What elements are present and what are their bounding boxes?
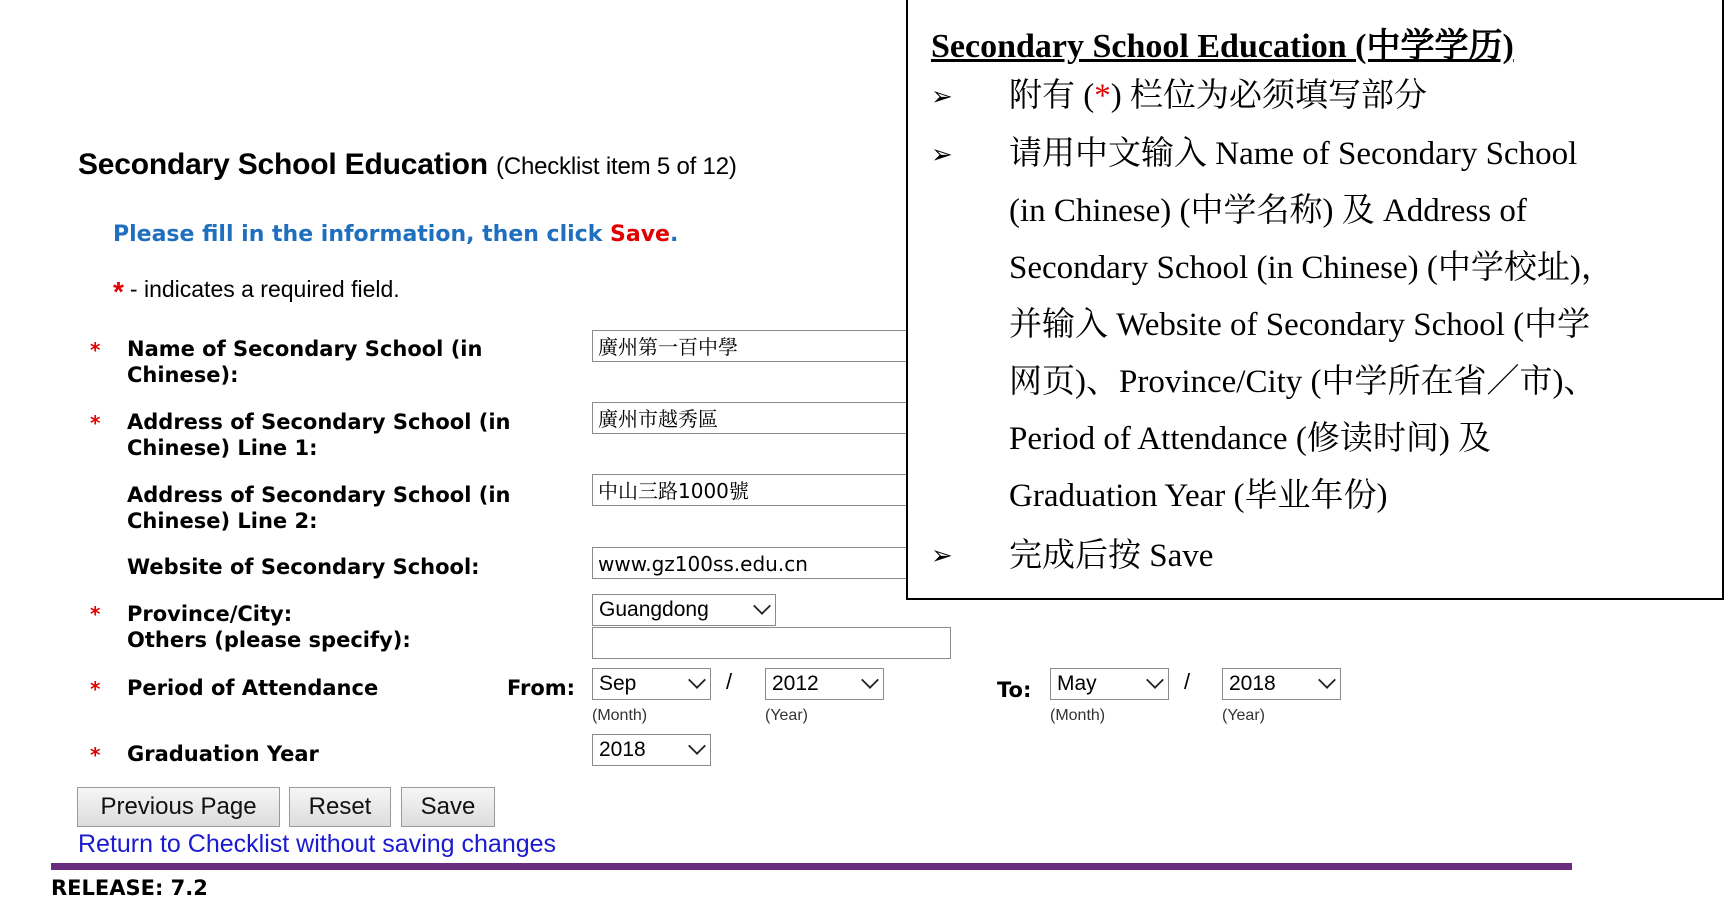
required-marker: * — [90, 602, 101, 626]
required-note-text: - indicates a required field. — [129, 276, 400, 302]
period-label: Period of Attendance — [127, 676, 379, 700]
to-year-value: 2018 — [1229, 672, 1276, 695]
to-month-hint: (Month) — [1050, 707, 1106, 724]
address1-label — [127, 409, 511, 461]
address1-label-line2: Chinese) Line 1: — [127, 436, 318, 460]
instruction-callout — [906, 0, 1724, 600]
graduation-year-value: 2018 — [599, 738, 646, 761]
callout-bullet-2 — [1009, 126, 1709, 525]
callout-bullet-3: 完成后按 Save — [1009, 538, 1214, 574]
callout-b2-line: Secondary School (in Chinese) (中学校址)， — [1009, 250, 1614, 286]
to-month-select[interactable] — [1050, 668, 1169, 700]
callout-b2-line: 请用中文输入 Name of Secondary School — [1009, 136, 1578, 172]
chevron-down-icon — [861, 671, 879, 689]
from-year-value: 2012 — [772, 672, 819, 695]
from-year-select[interactable] — [765, 668, 884, 700]
website-input[interactable]: www.gz100ss.edu.cn — [592, 547, 912, 579]
reset-button[interactable]: Reset — [289, 787, 391, 827]
callout-b2-line: (in Chinese) (中学名称) 及 Address of — [1009, 193, 1527, 229]
others-label: Others (please specify): — [127, 628, 411, 652]
instruction-text — [113, 222, 678, 247]
required-note — [113, 276, 400, 308]
address1-label-line1: Address of Secondary School (in — [127, 410, 511, 434]
date-separator: / — [1184, 669, 1191, 694]
instruction-save-word: Save — [610, 222, 670, 247]
school-name-input[interactable]: 廣州第一百中學 — [592, 330, 912, 362]
province-label: Province/City: — [127, 602, 293, 626]
page-title-text: Secondary School Education — [78, 148, 488, 181]
release-version: RELEASE: 7.2 — [51, 876, 208, 900]
callout-title: Secondary School Education (中学学历) — [931, 28, 1514, 65]
bullet-arrow-icon: ➢ — [931, 541, 953, 571]
from-year-hint: (Year) — [765, 707, 808, 724]
address2-label-line2: Chinese) Line 2: — [127, 509, 318, 533]
to-year-hint: (Year) — [1222, 707, 1265, 724]
from-month-hint: (Month) — [592, 707, 648, 724]
from-month-select[interactable] — [592, 668, 711, 700]
to-month-value: May — [1057, 672, 1097, 695]
return-to-checklist-link[interactable]: Return to Checklist without saving changes — [78, 830, 557, 858]
bullet-arrow-icon: ➢ — [931, 82, 953, 112]
previous-page-button[interactable]: Previous Page — [77, 787, 280, 827]
province-select-value: Guangdong — [599, 598, 709, 621]
save-button[interactable]: Save — [401, 787, 495, 827]
callout-b1-star: * — [1094, 78, 1111, 114]
school-name-label — [127, 336, 482, 388]
instruction-prefix: Please fill in the information, then click — [113, 222, 611, 247]
required-star-icon: * — [113, 276, 124, 307]
address2-label — [127, 482, 511, 534]
others-input[interactable] — [592, 627, 951, 659]
callout-b2-line: Period of Attendance (修读时间) 及 — [1009, 421, 1492, 457]
page-title — [78, 148, 737, 182]
bullet-arrow-icon: ➢ — [931, 140, 953, 170]
address-line2-input[interactable]: 中山三路1000號 — [592, 474, 912, 506]
callout-b2-line: 网页)、Province/City (中学所在省／市)、 — [1009, 364, 1597, 400]
address2-label-line1: Address of Secondary School (in — [127, 483, 511, 507]
date-separator: / — [726, 669, 733, 694]
to-label: To: — [997, 678, 1032, 702]
chevron-down-icon — [688, 737, 706, 755]
address-line1-input[interactable]: 廣州市越秀區 — [592, 402, 912, 434]
footer-divider — [51, 863, 1572, 870]
required-marker: * — [90, 338, 101, 362]
required-marker: * — [90, 411, 101, 435]
to-year-select[interactable] — [1222, 668, 1341, 700]
instruction-suffix: . — [669, 222, 679, 247]
website-label: Website of Secondary School: — [127, 555, 480, 579]
school-name-label-line2: Chinese): — [127, 363, 239, 387]
required-marker: * — [90, 743, 101, 767]
school-name-label-line1: Name of Secondary School (in — [127, 337, 483, 361]
required-marker: * — [90, 677, 101, 701]
chevron-down-icon — [1318, 671, 1336, 689]
from-month-value: Sep — [599, 672, 637, 695]
callout-bullet-1 — [1009, 68, 1427, 125]
callout-b1-post: ) 栏位为必须填写部分 — [1110, 78, 1427, 114]
from-label: From: — [507, 676, 576, 700]
callout-b2-line: 并输入 Website of Secondary School (中学 — [1009, 307, 1591, 343]
callout-b1-pre: 附有 ( — [1009, 78, 1095, 114]
checklist-progress: (Checklist item 5 of 12) — [496, 153, 737, 180]
province-select[interactable] — [592, 594, 776, 626]
chevron-down-icon — [688, 671, 706, 689]
callout-b2-line: Graduation Year (毕业年份) — [1009, 478, 1388, 514]
chevron-down-icon — [1146, 671, 1164, 689]
graduation-label: Graduation Year — [127, 742, 319, 766]
chevron-down-icon — [753, 597, 771, 615]
graduation-year-select[interactable] — [592, 734, 711, 766]
